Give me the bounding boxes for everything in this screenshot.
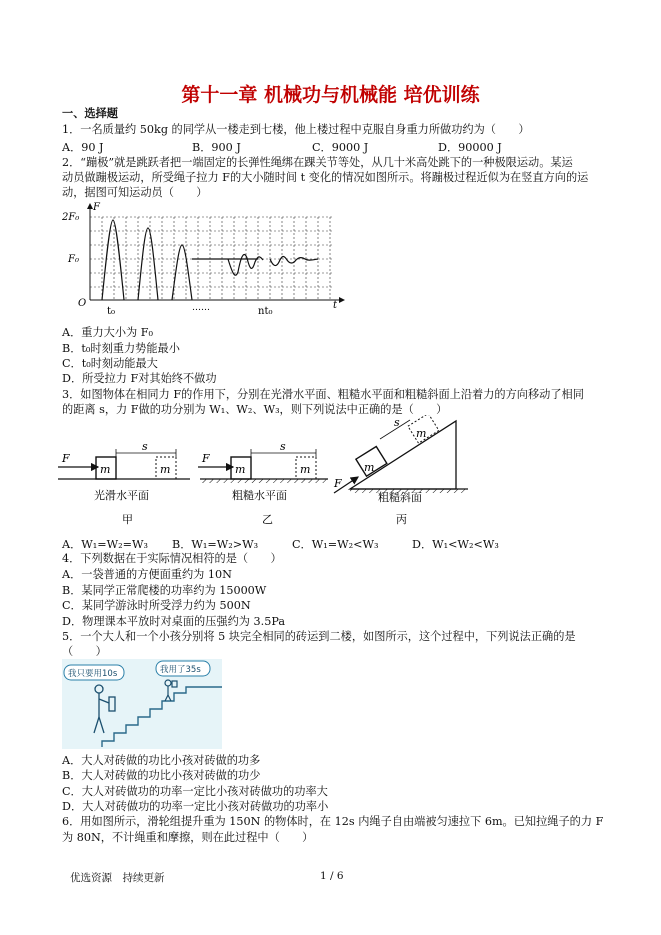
svg-text:F: F <box>334 477 342 490</box>
q4-option-c: C．某同学游泳时所受浮力约为 500N <box>62 599 251 612</box>
q2-line3: 动，据图可知运动员（ ） <box>62 186 208 199</box>
q4-option-b: B．某同学正常爬楼的功率约为 15000W <box>62 584 267 597</box>
q3-diagram <box>58 415 478 531</box>
svg-text:丙: 丙 <box>396 513 407 526</box>
label-dots: …… <box>192 303 210 313</box>
q2-option-c: C．t₀时刻动能最大 <box>62 357 158 370</box>
q2-option-a: A．重力大小为 F₀ <box>62 326 154 339</box>
label-origin: O <box>78 298 87 309</box>
svg-text:s: s <box>142 440 148 453</box>
bubble-adult: 我只要用10s <box>68 669 118 679</box>
q3-option-d: D．W₁<W₂<W₃ <box>412 538 499 551</box>
section-heading: 一、选择题 <box>62 107 118 120</box>
q3-option-b: B．W₁=W₂>W₃ <box>172 538 259 551</box>
q5-option-a: A．大人对砖做的功比小孩对砖做的功多 <box>62 754 261 767</box>
q6-line1: 6．用如图所示，滑轮组提升重为 150N 的物体时，在 12s 内绳子自由端被匀速拉下 6m。已知拉绳子的力 F <box>62 815 604 828</box>
q4-option-a: A．一袋普通的方便面重约为 10N <box>62 568 232 581</box>
label-axis-t: t <box>333 300 338 311</box>
q5-line2: （ ） <box>62 645 107 658</box>
fig-yi <box>198 440 328 526</box>
svg-text:粗糙水平面: 粗糙水平面 <box>232 489 287 502</box>
q2-option-b: B．t₀时刻重力势能最小 <box>62 342 180 355</box>
q6-line2: 为 80N，不计绳重和摩擦，则在此过程中（ ） <box>62 831 314 844</box>
q2-option-d: D．所受拉力 F对其始终不做功 <box>62 372 217 385</box>
q1-stem: 1．一名质量约 50kg 的同学从一楼走到七楼，他上楼过程中克服自身重力所做功约为（ ） <box>62 123 530 136</box>
svg-text:粗糙斜面: 粗糙斜面 <box>378 491 422 504</box>
svg-text:m: m <box>160 463 171 476</box>
page-title: 第十一章 机械功与机械能 培优训练 <box>181 84 480 106</box>
svg-text:m: m <box>235 463 246 476</box>
q3-option-c: C．W₁=W₂<W₃ <box>292 538 379 551</box>
q2-force-time-graph <box>62 200 352 320</box>
svg-text:m: m <box>100 463 111 476</box>
q5-option-b: B．大人对砖做的功比小孩对砖做的功少 <box>62 769 261 782</box>
label-f0: F₀ <box>68 254 79 265</box>
q2-line1: 2．“蹦极”就是跳跃者把一端固定的长弹性绳绑在踝关节等处，从几十米高处跳下的一种极限运动。某运 <box>62 156 573 169</box>
fig-bing <box>333 415 468 526</box>
svg-text:甲: 甲 <box>122 513 133 526</box>
q3-line1: 3．如图物体在相同力 F的作用下，分别在光滑水平面、粗糙水平面和粗糙斜面上沿着力的方向移动了相同 <box>62 388 584 401</box>
svg-text:m: m <box>300 463 311 476</box>
label-2f0: 2F₀ <box>62 212 80 223</box>
q1-option-c: C．9000 J <box>312 141 369 154</box>
svg-text:乙: 乙 <box>262 513 273 526</box>
fig-jia <box>58 440 190 526</box>
q5-stairs-figure <box>62 659 222 749</box>
q1-option-d: D．90000 J <box>438 141 502 154</box>
q5-option-c: C．大人对砖做功的功率一定比小孩对砖做功的功率大 <box>62 785 328 798</box>
svg-text:F: F <box>62 452 70 465</box>
label-t0: t₀ <box>107 306 116 317</box>
svg-text:s: s <box>394 416 400 429</box>
svg-text:光滑水平面: 光滑水平面 <box>94 489 149 502</box>
q5-option-d: D．大人对砖做功的功率一定比小孩对砖做功的功率小 <box>62 800 329 813</box>
q3-option-a: A．W₁=W₂=W₃ <box>62 538 148 551</box>
q1-option-a: A．90 J <box>62 141 104 154</box>
page-number: 1 / 6 <box>320 870 344 882</box>
svg-text:F: F <box>202 452 210 465</box>
label-nt0: nt₀ <box>258 306 273 317</box>
q5-line1: 5．一个大人和一个小孩分别将 5 块完全相同的砖运到二楼，如图所示，这个过程中，下列说法正确的是 <box>62 630 576 643</box>
q4-stem: 4．下列数据在于实际情况相符的是（ ） <box>62 552 282 565</box>
svg-text:m: m <box>364 461 375 474</box>
svg-text:m: m <box>416 427 427 440</box>
bubble-child: 我用了35s <box>160 665 201 675</box>
label-axis-f: F <box>93 202 100 213</box>
q3-line2: 的距离 s，力 F做的功分别为 W₁、W₂、W₃，则下列说法中正确的是（ ） <box>62 403 448 416</box>
footer-note: 优选资源 持续更新 <box>70 872 165 884</box>
q1-option-b: B．900 J <box>192 141 241 154</box>
q4-option-d: D．物理课本平放时对桌面的压强约为 3.5Pa <box>62 615 286 628</box>
q2-line2: 动员做蹦极运动，所受绳子拉力 F的大小随时间 t 变化的情况如图所示。将蹦极过程近似为在竖直方向的运 <box>62 171 589 184</box>
svg-text:s: s <box>280 440 286 453</box>
